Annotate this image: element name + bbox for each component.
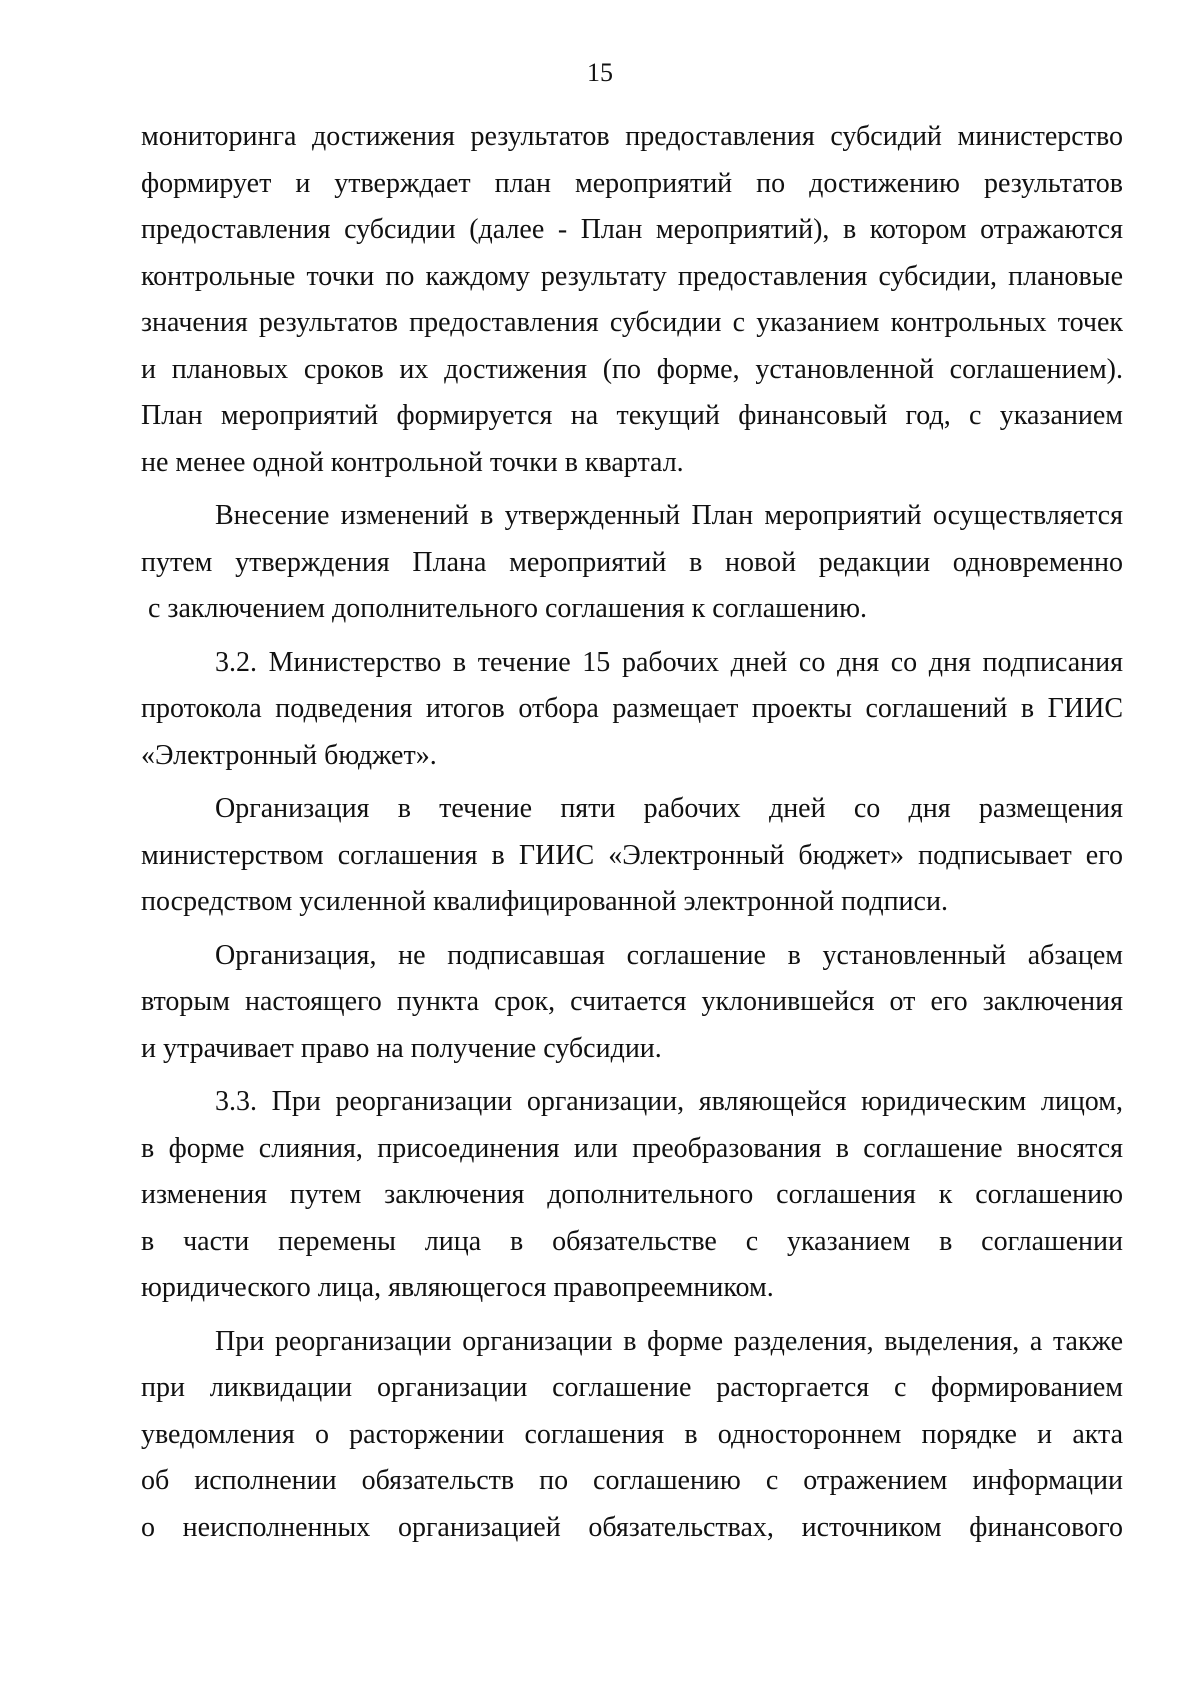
text-line: Организация, не подписавшая соглашение в установленный абзацем	[215, 939, 1123, 971]
text-line: формирует и утверждает план мероприятий по достижению результатов	[141, 167, 1123, 199]
paragraph-3-2	[141, 640, 1123, 780]
text-line: и утрачивает право на получение субсидии.	[141, 1032, 662, 1064]
paragraph-liquidation	[141, 1319, 1123, 1552]
document-body	[141, 114, 1123, 1551]
text-line: План мероприятий формируется на текущий финансовый год, с указанием	[141, 400, 1123, 431]
text-line: предоставления субсидии (далее - План мероприятий), в котором отражаются	[141, 214, 1123, 245]
text-line: в части перемены лица в обязательстве с указанием в соглашении	[141, 1225, 1123, 1257]
text-line: при ликвидации организации соглашение расторгается с формированием	[141, 1372, 1123, 1403]
text-line: Организация в течение пяти рабочих дней со дня размещения	[215, 793, 1123, 824]
text-line: посредством усиленной квалифицированной электронной подписи.	[141, 886, 948, 917]
text-line: изменения путем заключения дополнительного соглашения к соглашению	[141, 1179, 1123, 1210]
text-line: Внесение изменений в утвержденный План мероприятий осуществляется	[215, 500, 1123, 531]
paragraph-3-3	[141, 1079, 1123, 1312]
text-line: в форме слияния, присоединения или преобразования в соглашение вносятся	[141, 1132, 1123, 1164]
text-line: контрольные точки по каждому результату предоставления субсидии, плановые	[141, 260, 1123, 292]
text-line: 3.3. При реорганизации организации, являющейся юридическим лицом,	[215, 1086, 1123, 1117]
paragraph-continuation	[141, 114, 1123, 486]
text-line: 3.2. Министерство в течение 15 рабочих дней со дня со дня подписания	[215, 646, 1123, 678]
text-line: об исполнении обязательств по соглашению с отражением информации	[141, 1465, 1123, 1496]
text-line: о неисполненных организацией обязательствах, источником финансового	[141, 1511, 1123, 1543]
text-line: не менее одной контрольной точки в квартал.	[141, 446, 684, 478]
paragraph-signing	[141, 786, 1123, 926]
text-line: и плановых сроков их достижения (по форме, установленной соглашением).	[141, 353, 1123, 385]
text-line: юридического лица, являющегося правопреемником.	[141, 1272, 774, 1303]
text-line: министерством соглашения в ГИИС «Электронный бюджет» подписывает его	[141, 839, 1123, 871]
text-line: значения результатов предоставления субсидии с указанием контрольных точек	[141, 307, 1123, 338]
paragraph-plan-changes	[141, 493, 1123, 633]
page-number: 15	[587, 58, 613, 87]
text-line: «Электронный бюджет».	[141, 739, 437, 771]
text-line: вторым настоящего пункта срок, считается уклонившейся от его заключения	[141, 986, 1123, 1017]
text-line: мониторинга достижения результатов предоставления субсидий министерство	[141, 121, 1123, 152]
text-line: с заключением дополнительного соглашения к соглашению.	[148, 593, 868, 624]
paragraph-evasion	[141, 933, 1123, 1073]
text-line: путем утверждения Плана мероприятий в новой редакции одновременно	[141, 546, 1123, 578]
text-line: При реорганизации организации в форме разделения, выделения, а также	[215, 1325, 1123, 1357]
text-line: уведомления о расторжении соглашения в одностороннем порядке и акта	[141, 1418, 1123, 1450]
text-line: протокола подведения итогов отбора размещает проекты соглашений в ГИИС	[141, 693, 1123, 724]
